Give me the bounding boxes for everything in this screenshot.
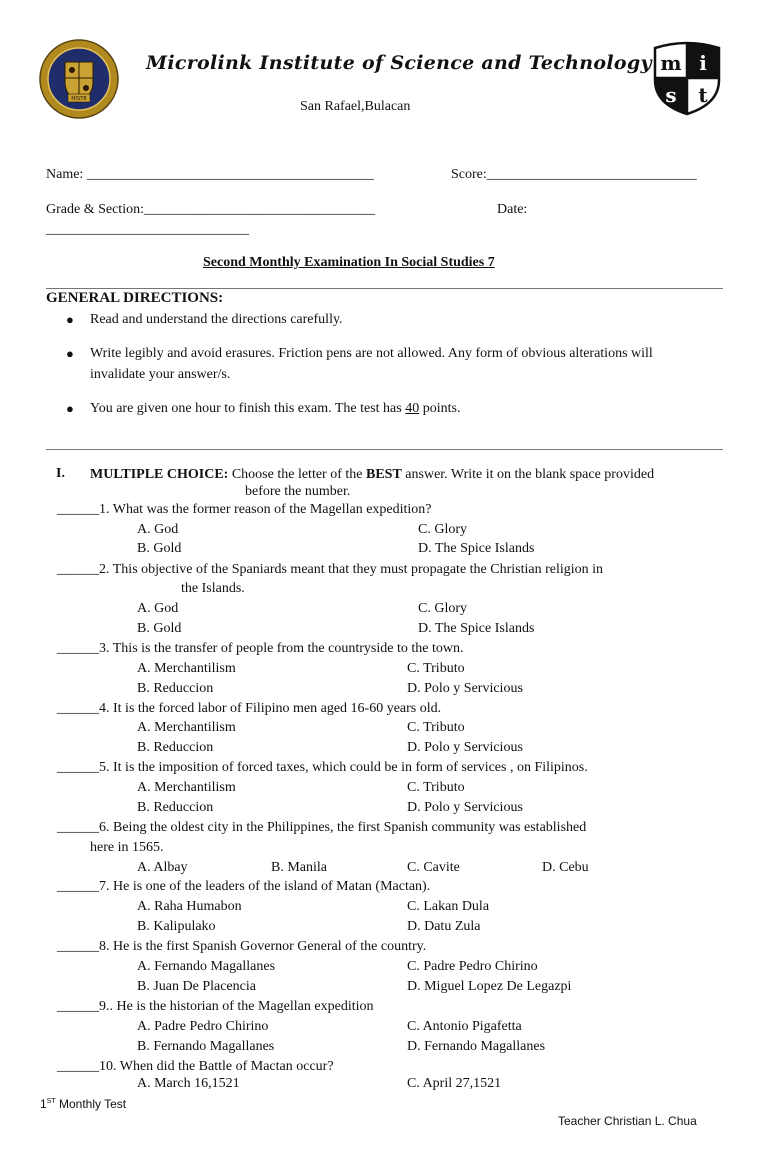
question-3: ______3. This is the transfer of people from the countryside to the town. (57, 641, 464, 656)
q5-option-c: C. Tributo (407, 780, 465, 795)
q8-option-d: D. Miguel Lopez De Legazpi (407, 979, 572, 994)
q5-option-a: A. Merchantilism (137, 780, 236, 795)
question-8: ______8. He is the first Spanish Governor General of the country. (57, 939, 427, 954)
divider-top (46, 288, 723, 289)
q6-option-c: C. Cavite (407, 860, 460, 875)
q3-option-b: B. Reduccion (137, 681, 214, 696)
q5-option-d: D. Polo y Servicious (407, 800, 523, 815)
q2-option-a: A. God (137, 601, 179, 616)
q2-option-c: C. Glory (418, 601, 467, 616)
section-instructions: MULTIPLE CHOICE: Choose the letter of the BEST answer. Write it on the blank space provided (90, 467, 655, 482)
question-10: ______10. When did the Battle of Mactan occur? (57, 1059, 334, 1074)
svg-text:i: i (699, 51, 707, 75)
footer-test-label: 1ST Monthly Test (40, 1097, 127, 1111)
question-5: ______5. It is the imposition of forced taxes, which could be in form of services , on Filipinos. (57, 760, 588, 775)
section-instructions-cont: before the number. (245, 484, 351, 499)
section-number: I. (56, 466, 65, 481)
q1-option-d: D. The Spice Islands (418, 541, 535, 556)
q4-option-b: B. Reduccion (137, 740, 214, 755)
name-field[interactable]: Name: _________________________________________ (46, 167, 374, 182)
svg-text:m: m (660, 51, 682, 75)
q1-option-b: B. Gold (137, 541, 182, 556)
q2-option-b: B. Gold (137, 621, 182, 636)
directions-heading: GENERAL DIRECTIONS: (46, 290, 224, 306)
date-field[interactable]: _____________________________ (46, 222, 249, 237)
mist-shield-logo (652, 40, 722, 116)
question-2-cont: the Islands. (181, 581, 245, 596)
q7-option-d: D. Datu Zula (407, 919, 481, 934)
school-seal-logo (38, 38, 120, 120)
footer-teacher: Teacher Christian L. Chua (558, 1114, 697, 1128)
exam-title: Second Monthly Examination In Social Studies 7 (203, 255, 495, 270)
question-6-cont: here in 1565. (90, 840, 164, 855)
q8-option-a: A. Fernando Magallanes (137, 959, 276, 974)
points-value: 40 (405, 401, 420, 416)
q6-option-a: A. Albay (137, 860, 188, 875)
q9-option-b: B. Fernando Magallanes (137, 1039, 275, 1054)
q6-option-d: D. Cebu (542, 860, 589, 875)
q3-option-d: D. Polo y Servicious (407, 681, 523, 696)
q4-option-c: C. Tributo (407, 720, 465, 735)
question-2: ______2. This objective of the Spaniards meant that they must propagate the Christian religion in (57, 562, 604, 577)
svg-text:s: s (665, 83, 677, 107)
q3-option-c: C. Tributo (407, 661, 465, 676)
q1-option-c: C. Glory (418, 522, 467, 537)
q7-option-c: C. Lakan Dula (407, 899, 490, 914)
q10-option-a: A. March 16,1521 (137, 1076, 240, 1091)
q6-option-b: B. Manila (271, 860, 327, 875)
svg-text:MISTB: MISTB (71, 96, 87, 102)
bullet-icon: ● (66, 312, 74, 327)
question-9: ______9.. He is the historian of the Magellan expedition (57, 999, 374, 1014)
question-4: ______4. It is the forced labor of Filipino men aged 16-60 years old. (57, 701, 442, 716)
date-label: Date: (497, 202, 528, 217)
school-name: Microlink Institute of Science and Technology (146, 52, 652, 74)
q8-option-c: C. Padre Pedro Chirino (407, 959, 538, 974)
question-7: ______7. He is one of the leaders of the island of Matan (Mactan). (57, 879, 431, 894)
question-1: ______1. What was the former reason of the Magellan expedition? (57, 502, 432, 517)
q4-option-d: D. Polo y Servicious (407, 740, 523, 755)
q5-option-b: B. Reduccion (137, 800, 214, 815)
q7-option-a: A. Raha Humabon (137, 899, 242, 914)
q8-option-b: B. Juan De Placencia (137, 979, 256, 994)
q7-option-b: B. Kalipulako (137, 919, 216, 934)
q9-option-c: C. Antonio Pigafetta (407, 1019, 522, 1034)
bullet-icon: ● (66, 401, 74, 416)
bullet-icon: ● (66, 346, 74, 361)
q10-option-c: C. April 27,1521 (407, 1076, 502, 1091)
q3-option-a: A. Merchantilism (137, 661, 236, 676)
svg-text:t: t (698, 83, 708, 107)
grade-section-field[interactable]: Grade & Section:_________________________________ (46, 202, 375, 217)
score-field[interactable]: Score:______________________________ (451, 167, 697, 182)
divider-bottom (46, 449, 723, 450)
q4-option-a: A. Merchantilism (137, 720, 236, 735)
q9-option-d: D. Fernando Magallanes (407, 1039, 546, 1054)
q1-option-a: A. God (137, 522, 179, 537)
q9-option-a: A. Padre Pedro Chirino (137, 1019, 269, 1034)
question-6: ______6. Being the oldest city in the Philippines, the first Spanish community was established (57, 820, 587, 835)
school-address: San Rafael,Bulacan (300, 99, 411, 114)
q2-option-d: D. The Spice Islands (418, 621, 535, 636)
